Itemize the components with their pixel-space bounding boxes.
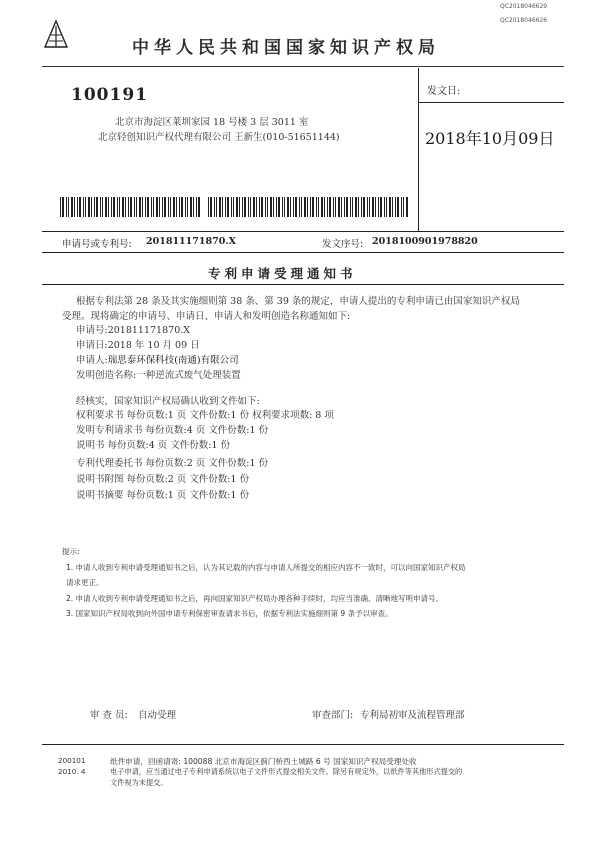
form-code: 200101 xyxy=(58,756,86,765)
app-no-label: 申请号或专利号: xyxy=(62,239,132,250)
tips-heading: 提示: xyxy=(62,547,80,556)
tip-item: 2. 申请人收到专利申请受理通知书之后，再向国家知识产权局办理各种手续时，均应当准确、清晰地写明申请号。 xyxy=(66,594,444,603)
notice-title: 专利申请受理通知书 xyxy=(208,266,357,281)
ref-code-1: QC2018046629 xyxy=(500,3,548,10)
file-item: 说明书附图 每份页数:2 页 文件份数:1 份 xyxy=(76,474,250,485)
examiner-label: 审 查 员: xyxy=(90,710,128,721)
issue-date-label: 发文日: xyxy=(427,86,461,97)
tip-item: 3. 国家知识产权局收到向外国申请专利保密审查请求书后，依据专利法实施细则第 9 条予以审查。 xyxy=(66,609,393,618)
verified-intro: 经核实，国家知识产权局确认收到文件如下: xyxy=(76,396,260,407)
field-invention-name: 发明创造名称:一种逆流式废气处理装置 xyxy=(76,370,241,381)
numbers-bottom-rule xyxy=(42,252,564,253)
issue-date: 2018年10月09日 xyxy=(425,129,555,148)
tip-item: 1. 申请人收到专利申请受理通知书之后，认为其记载的内容与申请人所提交的相应内容不一致时，可以向国家知识产权局 xyxy=(66,563,466,572)
file-item: 说明书 每份页数:4 页 文件份数:1 份 xyxy=(76,440,231,451)
serial-label: 发文序号: xyxy=(322,239,364,250)
address-line-1: 北京市海淀区莱圳家园 18 号楼 3 层 3011 室 xyxy=(115,117,309,128)
numbers-top-rule xyxy=(42,231,564,232)
address-line-2: 北京轻创知识产权代理有限公司 王新生(010-51651144) xyxy=(98,132,340,143)
examiner-value: 自动受理 xyxy=(138,710,177,721)
cnipa-logo-icon xyxy=(44,20,68,48)
footer-line-3: 文件视为未提交。 xyxy=(110,778,168,787)
intro-line-2: 受理。现将确定的申请号、申请日、申请人和发明创造名称通知如下: xyxy=(62,311,351,322)
header-rule xyxy=(42,66,564,67)
field-app-date: 申请日:2018 年 10 月 09 日 xyxy=(76,340,200,351)
date-rule xyxy=(418,102,564,103)
file-item: 说明书摘要 每份页数:1 页 文件份数:1 份 xyxy=(76,490,250,501)
footer-line-1: 纸件申请，回函请寄: 100088 北京市海淀区蓟门桥西土城路 6 号 国家知识产权局受理处收 xyxy=(110,757,417,766)
title-rule xyxy=(42,284,564,285)
barcode-right xyxy=(208,197,410,217)
ref-code-2: QC2018046626 xyxy=(500,17,548,24)
dept-label: 审查部门: xyxy=(312,710,354,721)
footer-line-2: 电子申请，应当通过电子专利申请系统以电子文件形式提交相关文件。除另有规定外，以纸件等其他形式提交的 xyxy=(110,767,463,776)
field-app-no: 申请号:201811171870.X xyxy=(76,325,191,336)
barcode-left xyxy=(60,197,200,217)
app-no: 201811171870.X xyxy=(146,236,236,247)
intro-line-1: 根据专利法第 28 条及其实施细则第 38 条、第 39 条的规定，申请人提出的专利申请已由国家知识产权局 xyxy=(76,296,520,307)
field-applicant: 申请人:瑞思泰环保科技(南通)有限公司 xyxy=(76,355,239,366)
file-item: 发明专利请求书 每份页数:4 页 文件份数:1 份 xyxy=(76,425,269,436)
office-name: 中华人民共和国国家知识产权局 xyxy=(132,38,440,58)
header-divider xyxy=(418,68,419,232)
footer-rule xyxy=(42,744,564,745)
file-item: 专利代理委托书 每份页数:2 页 文件份数:1 份 xyxy=(76,458,269,469)
postal-code: 100191 xyxy=(71,85,148,105)
tip-item: 请求更正。 xyxy=(66,578,104,587)
file-item: 权利要求书 每份页数:1 页 文件份数:1 份 权利要求项数: 8 项 xyxy=(76,410,334,421)
dept-value: 专利局初审及流程管理部 xyxy=(360,710,465,721)
form-version: 2010. 4 xyxy=(58,767,86,776)
serial-no: 2018100901978820 xyxy=(372,236,478,247)
